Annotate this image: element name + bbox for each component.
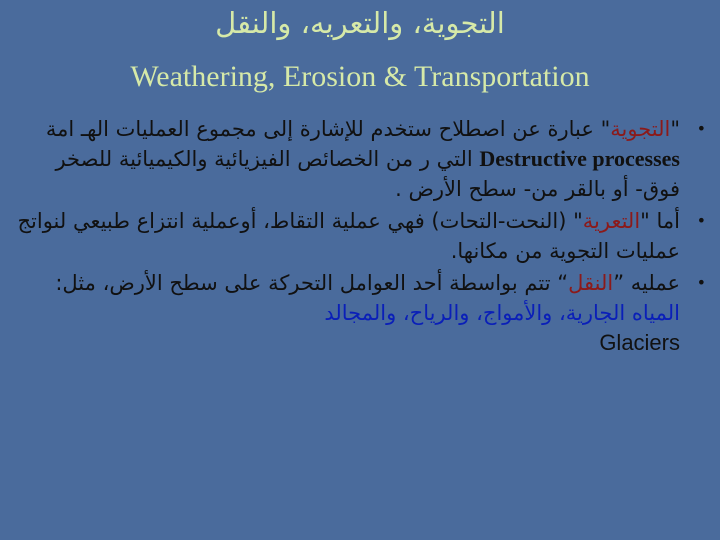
erosion-prefix: أما " xyxy=(640,209,680,233)
bullet-transportation xyxy=(14,268,710,358)
slide-title-arabic: التجوية، والتعريه، والنقل xyxy=(215,6,505,40)
open-quote: " xyxy=(670,117,680,141)
transport-definition: “ تتم بواسطة أحد العوامل التحركة على سطح الأرض، مثل: xyxy=(55,271,569,295)
term-erosion: التعرية xyxy=(582,209,641,233)
bullet-erosion xyxy=(14,206,710,266)
bullet-marker: • xyxy=(696,119,706,138)
transport-agents-list: المياه الجارية، والأمواج، والرياح، والمجالد xyxy=(324,301,680,325)
weathering-definition-part2: التي ر من الخصائص الفيزيائية والكيميائية للصخر فوق- أو بالقر من- سطح الأرض . xyxy=(55,147,680,201)
transport-prefix: عمليه ” xyxy=(613,271,680,295)
bullet-marker: • xyxy=(696,211,706,230)
term-glaciers: Glaciers xyxy=(599,330,680,355)
bullet-weathering xyxy=(14,114,710,204)
bullet-marker: • xyxy=(696,273,706,292)
term-weathering: التجوية xyxy=(610,117,671,141)
erosion-definition: " (النحت-التحات) فهي عملية التقاط، أوعملية انتزاع طبيعي لنواتج عمليات التجوية من مكانها. xyxy=(17,209,680,263)
close-quote: " xyxy=(593,117,611,141)
weathering-definition-part1: عبارة عن اصطلاح ستخدم للإشارة إلى مجموع العمليات الهـ امة xyxy=(45,117,594,141)
term-destructive-processes: Destructive processes xyxy=(479,146,680,171)
slide-title-english: Weathering, Erosion & Transportation xyxy=(130,60,590,93)
slide-body xyxy=(14,114,710,360)
term-transportation: النقل xyxy=(568,271,614,295)
